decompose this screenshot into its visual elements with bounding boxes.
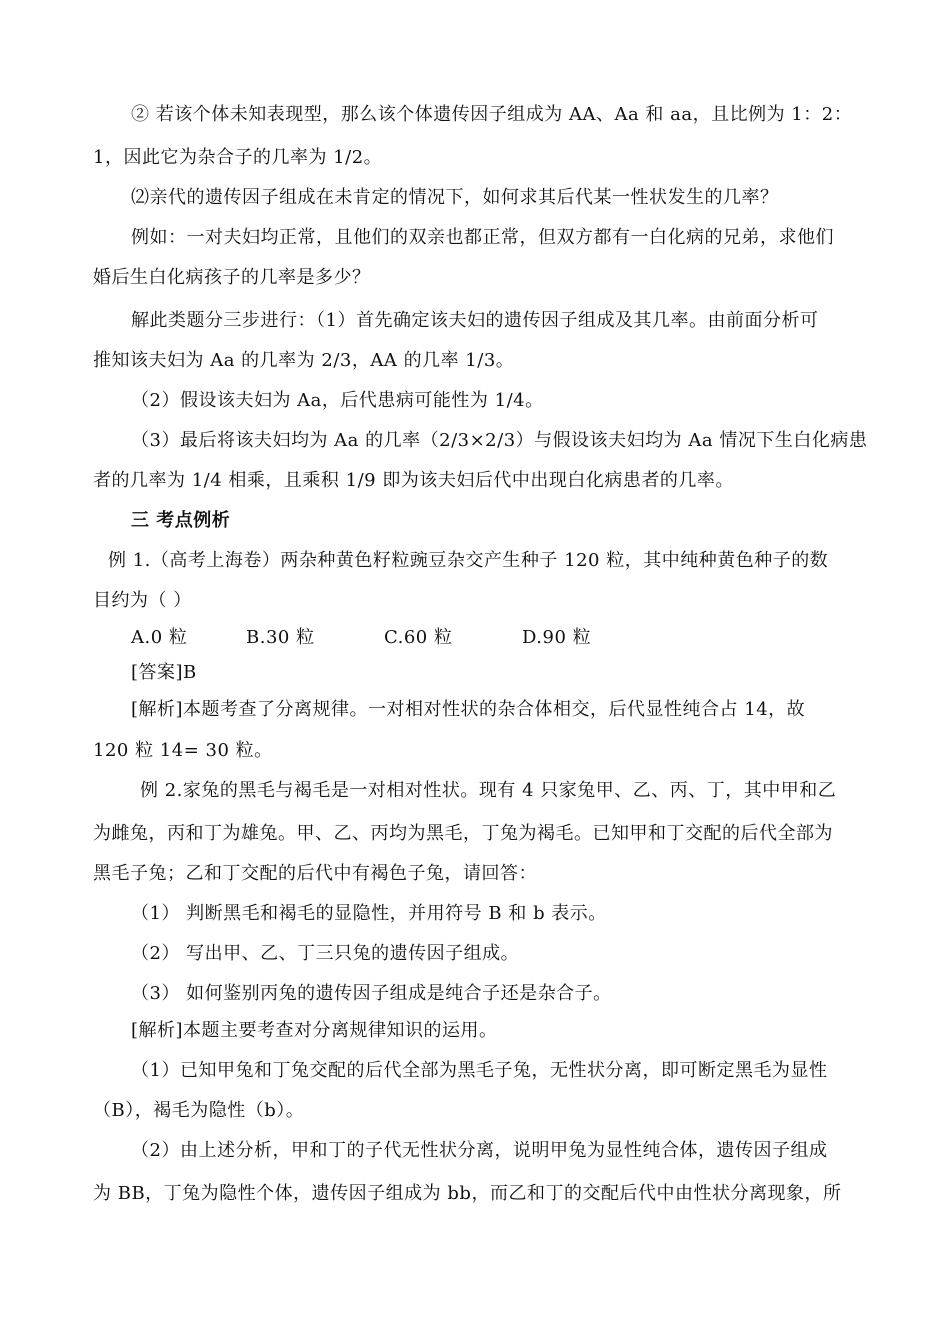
question-2: （2） 写出甲、乙、丁三只兔的遗传因子组成。	[131, 943, 520, 964]
option-d: D.90 粒	[522, 627, 592, 648]
text-line: 例 2.家兔的黑毛与褐毛是一对相对性状。现有 4 只家兔甲、乙、丙、丁，其中甲和乙	[140, 780, 837, 801]
option-b: B.30 粒	[246, 627, 315, 648]
text-line: （2）由上述分析，甲和丁的子代无性状分离，说明甲兔为显性纯合体，遗传因子组成	[131, 1140, 828, 1161]
option-a: A.0 粒	[131, 627, 188, 648]
text-line: [解析]本题考查了分离规律。一对相对性状的杂合体相交，后代显性纯合占 14，故	[131, 699, 806, 720]
text-line: 黑毛子兔；乙和丁交配的后代中有褐色子兔，请回答：	[93, 863, 537, 884]
text-line: [解析]本题主要考查对分离规律知识的运用。	[131, 1020, 498, 1041]
answer-line: [答案]B	[131, 662, 197, 683]
text-line: ⑵亲代的遗传因子组成在未肯定的情况下，如何求其后代某一性状发生的几率？	[131, 187, 779, 208]
question-3: （3） 如何鉴别丙兔的遗传因子组成是纯合子还是杂合子。	[131, 983, 612, 1004]
text-line: 为 BB，丁兔为隐性个体，遗传因子组成为 bb，而乙和丁的交配后代中由性状分离现象，所	[93, 1183, 842, 1204]
text-line: ② 若该个体未知表现型，那么该个体遗传因子组成为 AA、Aa 和 aa，且比例为 1：2：	[131, 104, 853, 125]
text-line: 推知该夫妇为 Aa 的几率为 2/3，AA 的几率 1/3。	[93, 350, 515, 371]
text-line: 目约为（ ）	[93, 590, 192, 611]
text-line: （B），褐毛为隐性（b）。	[93, 1100, 305, 1121]
text-line: （2）假设该夫妇为 Aa，后代患病可能性为 1/4。	[131, 390, 544, 411]
text-line: 者的几率为 1/4 相乘，且乘积 1/9 即为该夫妇后代中出现白化病患者的几率。	[93, 470, 734, 491]
text-line: 为雌兔，丙和丁为雄兔。甲、乙、丙均为黑毛，丁兔为褐毛。已知甲和丁交配的后代全部为	[93, 823, 833, 844]
text-line: （1）已知甲兔和丁兔交配的后代全部为黑毛子兔，无性状分离，即可断定黑毛为显性	[131, 1060, 828, 1081]
text-line: 1，因此它为杂合子的几率为 1/2。	[93, 147, 383, 168]
text-line: （3）最后将该夫妇均为 Aa 的几率（2/3×2/3）与假设该夫妇均为 Aa 情况下生白化病患	[131, 430, 868, 451]
text-line: 例 1.（高考上海卷）两杂种黄色籽粒豌豆杂交产生种子 120 粒，其中纯种黄色种子的数	[108, 550, 829, 571]
text-line: 120 粒 14= 30 粒。	[93, 740, 273, 761]
option-c: C.60 粒	[384, 627, 453, 648]
section-heading: 三 考点例析	[131, 510, 231, 531]
text-line: 例如：一对夫妇均正常，且他们的双亲也都正常，但双方都有一白化病的兄弟，求他们	[131, 227, 834, 248]
text-line: 解此类题分三步进行：（1）首先确定该夫妇的遗传因子组成及其几率。由前面分析可	[131, 310, 819, 331]
question-1: （1） 判断黑毛和褐毛的显隐性，并用符号 B 和 b 表示。	[131, 903, 607, 924]
text-line: 婚后生白化病孩子的几率是多少？	[93, 267, 371, 288]
